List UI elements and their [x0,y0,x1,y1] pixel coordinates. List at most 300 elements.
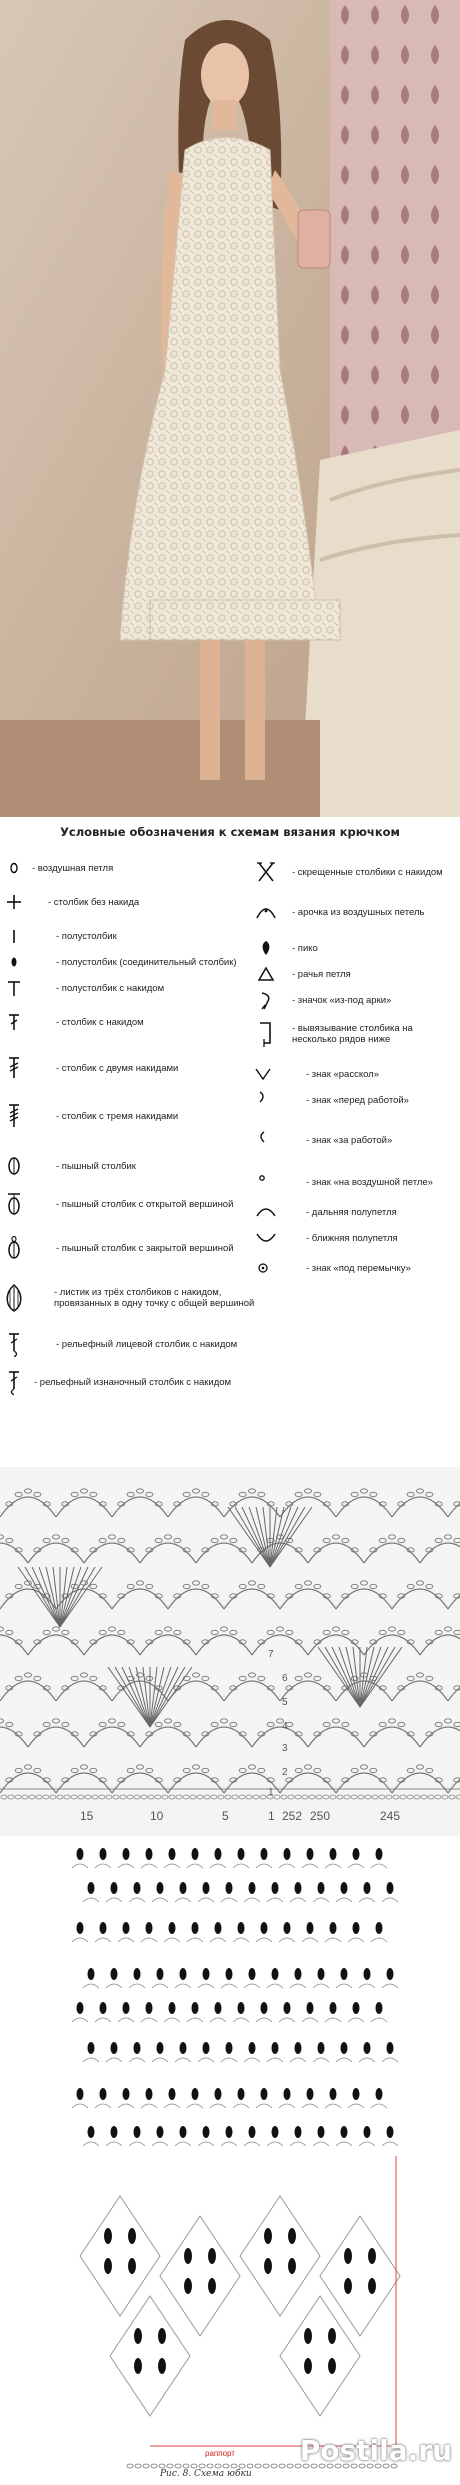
chain-stitch-mark [246,1795,252,1799]
chain-stitch-mark [305,1673,312,1677]
chain-stitch-mark [342,1630,349,1634]
puff-stitch-mark [180,2042,187,2054]
chain-stitch-mark [314,1676,321,1680]
chain-stitch-mark [239,1768,246,1772]
puff-stitch-mark [208,2248,216,2264]
chart-arch [95,1938,111,1942]
chart-arch [252,1635,308,1655]
chart-arch [56,1497,112,1517]
puff-stitch-mark [261,2002,268,2014]
chart-arch [382,1984,398,1988]
chain-stitch-mark [175,2464,181,2468]
diamond-motif [80,2196,160,2316]
chart-arch [152,2142,168,2146]
puff-stitch-mark [169,2088,176,2100]
chart-arch [448,1773,460,1793]
chart-arch [152,1898,168,1902]
front-post-icon [2,1332,26,1356]
fan-stitch-mark [32,1567,60,1627]
puff-stitch-mark [111,1882,118,1894]
chain-stitch-mark [239,1492,246,1496]
chain-stitch-mark [92,1795,98,1799]
puff-stitch-mark [215,1848,222,1860]
chain-stitch-mark [442,1795,448,1799]
on-chain-icon [254,1170,278,1194]
chain-stitch-mark [204,1795,210,1799]
puff-stitch-mark [307,2002,314,2014]
chart-arch [348,1938,364,1942]
chart-arch [95,2018,111,2022]
puff-stitch-mark [295,2042,302,2054]
chart-arch [267,2058,283,2062]
puff-stitch-mark [272,2042,279,2054]
under-arch-icon [254,988,278,1012]
legend-item-double-crochet: - столбик с накидом [2,1009,144,1035]
chart-arch [164,2018,180,2022]
chart-arch [244,1984,260,1988]
chart-arch [364,1727,420,1747]
chain-stitch-mark [342,1538,349,1542]
chain-stitch-mark [351,1492,358,1496]
chain-stitch-mark [370,1768,377,1772]
chart-arch [392,1497,448,1517]
chart-arch [72,1864,88,1868]
chain-stitch-mark [287,2464,293,2468]
chain-stitch-mark [239,1795,245,1799]
puff-stitch-mark [208,2278,216,2294]
chain-stitch-mark [379,1722,386,1726]
chart-arch [233,1864,249,1868]
chart-arch [175,1898,191,1902]
puff-stitch-mark [364,2126,371,2138]
puff-stitch-mark [264,2258,272,2274]
double-crochet-icon [2,1010,26,1034]
row-marker: 1 [268,1787,274,1798]
chart-arch [196,1727,252,1747]
chain-stitch-mark [109,1627,116,1631]
puff-stitch-mark [304,2358,312,2374]
puff-stitch-mark [134,1968,141,1980]
chain-stitch-mark [323,1722,330,1726]
chart-arch [302,1864,318,1868]
chain-stitch-mark [183,1795,189,1799]
chain-stitch-mark [426,1492,433,1496]
chart-arch [196,1635,252,1655]
puff-stitch-mark [128,2258,136,2274]
chain-stitch-mark [6,1630,13,1634]
chart-arch [118,1864,134,1868]
chain-stitch-mark [365,1795,371,1799]
puff-stitch-mark [134,2328,142,2344]
leaf-stitch-icon [2,1286,26,1310]
puff-stitch-mark [111,1968,118,1980]
puff-stitch-mark [288,2228,296,2244]
chain-stitch-mark [239,1676,246,1680]
chain-stitch-mark [165,1535,172,1539]
puff-stitch-mark [123,2002,130,2014]
chart-arch [233,2018,249,2022]
chain-stitch-mark [202,1676,209,1680]
chain-stitch-mark [25,1765,32,1769]
diamond-motif [110,2296,190,2416]
chain-stitch-mark [134,1795,140,1799]
chain-stitch-mark [143,2464,149,2468]
chart-arch [198,2058,214,2062]
chain-stitch-mark [113,1795,119,1799]
puff-stitch-mark [180,1968,187,1980]
chart-arch [187,2018,203,2022]
chain-stitch-mark [109,1535,116,1539]
puff-stitch-mark [180,2126,187,2138]
chain-stitch-mark [249,1765,256,1769]
chart-arch [280,1773,336,1793]
chart-caption: Рис. 8. Схема юбки [160,2469,252,2479]
puff-stitch-mark [146,1848,153,1860]
chain-stitch-mark [305,1489,312,1493]
chain-stitch-mark [118,1630,125,1634]
row-marker: 6 [282,1673,288,1684]
chart-arch [280,1681,336,1701]
chain-stitch-mark [99,1630,106,1634]
chart-arch [84,1727,140,1747]
puff-stitch-mark [307,1848,314,1860]
puff-stitch-mark [128,2228,136,2244]
chart-arch [0,1497,56,1517]
chain-stitch-mark [344,1795,350,1799]
chart-arch [0,1635,28,1655]
puff-stitch-mark [328,2358,336,2374]
puff-stitch-mark [203,1882,210,1894]
chain-stitch-mark [314,1492,321,1496]
puff-stitch-mark [387,2126,394,2138]
chain-stitch-mark [127,1768,134,1772]
chart-arch [290,1898,306,1902]
chain-stitch-mark [407,1795,413,1799]
chart-arch [256,2104,272,2108]
chart-arch [336,2058,352,2062]
chain-stitch-mark [239,1584,246,1588]
dress-photo [0,0,460,817]
chain-stitch-mark [137,1581,144,1585]
chart-arch [290,2142,306,2146]
chain-stitch-mark [247,2464,253,2468]
chain-stitch-mark [230,1630,237,1634]
chart-arch [0,1543,28,1563]
chart-arch [364,1543,420,1563]
puff-stitch-mark [192,2088,199,2100]
puff-stitch-mark [272,2126,279,2138]
chart-arch [152,1984,168,1988]
legend-item-crab: - рачья петля [254,961,351,987]
dress-photo-illustration [0,0,460,817]
puff-stitch-mark [364,2042,371,2054]
chain-stitch-mark [211,1722,218,1726]
puff-stitch-mark [307,1922,314,1934]
chain-stitch-mark [302,1795,308,1799]
chart-arch [140,1543,196,1563]
chart-arch [56,1681,112,1701]
chain-stitch-mark [53,1627,60,1631]
puff-stitch-mark [184,2248,192,2264]
chart-arch [325,1938,341,1942]
chain-stitch-mark [191,2464,197,2468]
chart-arch [448,1589,460,1609]
chain-stitch-mark [281,1795,287,1799]
puff-stitch-mark [330,1848,337,1860]
chart-arch [336,1984,352,1988]
chain-stitch-mark [421,1795,427,1799]
chart-arch [168,1681,224,1701]
chart-arch [196,1543,252,1563]
chart-arch [0,1727,28,1747]
chart-arch [112,1589,168,1609]
chart-arch [256,1938,272,1942]
puff-open-top-icon [2,1192,26,1216]
puff-stitch-mark [318,2126,325,2138]
chart-arch [168,1497,224,1517]
chain-stitch-mark [351,1768,358,1772]
chain-stitch-mark [221,1719,228,1723]
puff-stitch-mark [238,1922,245,1934]
puff-stitch-mark [249,1968,256,1980]
chain-stitch-mark [445,1535,452,1539]
puff-stitch-mark [123,1848,130,1860]
chart-arch [175,2058,191,2062]
chart-arch [371,1938,387,1942]
chain-stitch-mark [323,1538,330,1542]
chart-arch [371,2018,387,2022]
chain-stitch-mark [146,1676,153,1680]
chart-arch [224,1681,280,1701]
chain-stitch-mark [372,1795,378,1799]
chain-stitch-mark [174,1722,181,1726]
puff-stitch-mark [238,2002,245,2014]
chain-stitch-mark [183,1492,190,1496]
chart-arch [256,1864,272,1868]
chart-arch [359,1898,375,1902]
chart-arch [348,2018,364,2022]
chain-stitch-mark [417,1581,424,1585]
chain-stitch-mark [255,2464,261,2468]
chart-arch [313,1898,329,1902]
puff-stitch-mark [376,1848,383,1860]
puff-stitch-mark [288,2258,296,2274]
puff-stitch-mark [226,2126,233,2138]
puff-stitch-mark [368,2248,376,2264]
puff-stitch-mark [249,2042,256,2054]
chart-arch [336,1589,392,1609]
puff-stitch-mark [157,1968,164,1980]
chain-stitch-mark [323,1630,330,1634]
chain-stitch-mark [29,1795,35,1799]
chain-stitch-mark [358,1795,364,1799]
row-marker: 7 [268,1649,274,1660]
puff-stitch-mark [111,2042,118,2054]
chain-stitch-mark [288,1795,294,1799]
chart-arch [129,2058,145,2062]
chain-stitch-mark [183,2464,189,2468]
chart-arch [106,2058,122,2062]
chain-stitch-mark [258,1492,265,1496]
chain-stitch-mark [127,1795,133,1799]
chain-stitch-mark [342,1722,349,1726]
legend-item-hdc-yo: - полустолбик с накидом [2,975,164,1001]
puff-stitch-mark [134,2126,141,2138]
chart-arch [308,1635,364,1655]
legend-item-puff-open: - пышный столбик с открытой вершиной [2,1191,233,1217]
chain-stitch-mark [454,1538,460,1542]
axis-number: 15 [80,1809,94,1823]
chart-arch [233,2104,249,2108]
chain-stitch-mark [71,1795,77,1799]
chain-stitch-mark [351,1795,357,1799]
chain-stitch-mark [258,1584,265,1588]
chain-stitch-mark [445,1627,452,1631]
chain-stitch-mark [71,1768,78,1772]
chart-arch [348,1864,364,1868]
chain-stitch-mark [211,1795,217,1799]
chart-arch [164,2104,180,2108]
chain-stitch-mark [295,1768,302,1772]
puff-stitch-mark [304,2328,312,2344]
legend-item-picot: - пико [254,935,318,961]
chart-arch [83,1984,99,1988]
legend-item-puff: - пышный столбик [2,1153,136,1179]
puff-stitch-mark [353,2002,360,2014]
chart-arch [392,1773,448,1793]
chart-arch [313,2058,329,2062]
chain-stitch-mark [109,1719,116,1723]
puff-stitch-icon [2,1154,26,1178]
chain-arch-icon [254,900,278,924]
chain-stitch-mark [155,1538,162,1542]
chain-stitch-mark [174,1630,181,1634]
chart-arch [336,1898,352,1902]
chain-stitch-mark [106,1795,112,1799]
chain-stitch-mark [155,1722,162,1726]
chain-stitch-mark [71,1492,78,1496]
chart-arch [187,1938,203,1942]
legend-item-behind: - знак «за работой» [254,1127,392,1153]
legend-item-crossed: - скрещенные столбики с накидом [254,859,443,885]
chain-stitch-mark [330,1795,336,1799]
puff-stitch-mark [376,1922,383,1934]
chain-stitch-mark [426,1584,433,1588]
puff-stitch-mark [341,2126,348,2138]
chain-stitch-mark [231,2464,237,2468]
chain-stitch-mark [295,1795,301,1799]
puff-stitch-mark [157,2042,164,2054]
row-marker: 4 [282,1721,288,1732]
puff-stitch-mark [215,2002,222,2014]
chain-stitch-mark [435,1538,442,1542]
chain-stitch-mark [50,1795,56,1799]
legend-item-front-post: - рельефный лицевой столбик с накидом [2,1331,237,1357]
chain-stitch-mark [267,1630,274,1634]
legend-item-chain-arch: - арочка из воздушных петель [254,899,424,925]
chain-stitch-mark [260,1795,266,1799]
puff-stitch-mark [134,2042,141,2054]
chart-arch [302,1938,318,1942]
chain-stitch-mark [127,1492,134,1496]
chain-stitch-mark [333,1719,340,1723]
chart-arch [72,2104,88,2108]
chart-arch [371,1864,387,1868]
chain-stitch-icon [2,856,26,880]
chart-arch [118,2018,134,2022]
chain-stitch-mark [435,1795,441,1799]
puff-stitch-mark [364,1882,371,1894]
crochet-chart-top-drawing [0,1467,460,1836]
chart-arch [0,1681,56,1701]
chart-arch [112,1773,168,1793]
puff-stitch-mark [353,1848,360,1860]
puff-stitch-mark [387,1882,394,1894]
fan-stitch-mark [332,1647,360,1707]
chain-stitch-mark [15,1492,22,1496]
crab-stitch-icon [254,962,278,986]
chart-arch [221,2058,237,2062]
chain-stitch-mark [386,1795,392,1799]
puff-stitch-mark [353,2088,360,2100]
crochet-chart-skirt-drawing [0,1836,460,2485]
chain-stitch-mark [193,1673,200,1677]
chart-arch [448,1497,460,1517]
puff-stitch-mark [157,2126,164,2138]
chain-stitch-mark [71,1676,78,1680]
chain-stitch-mark [127,2464,133,2468]
chain-stitch-mark [162,1795,168,1799]
puff-stitch-mark [169,2002,176,2014]
chain-stitch-mark [323,1795,329,1799]
chain-stitch-mark [165,1719,172,1723]
half-double-crochet-icon [2,924,26,948]
puff-stitch-mark [295,1882,302,1894]
chain-stitch-mark [81,1489,88,1493]
puff-stitch-mark [364,1968,371,1980]
chart-arch [336,1497,392,1517]
chain-stitch-mark [393,1795,399,1799]
chain-stitch-mark [223,2464,229,2468]
chart-arch [95,2104,111,2108]
puff-stitch-mark [284,1922,291,1934]
chain-stitch-mark [193,1581,200,1585]
chain-stitch-mark [64,1795,70,1799]
chain-stitch-mark [449,1795,455,1799]
repeat-label: раппорт [205,2449,235,2458]
axis-number: 245 [380,1809,401,1823]
chart-arch [175,2142,191,2146]
chart-arch [140,1635,196,1655]
chain-stitch-mark [305,1765,312,1769]
chart-arch [420,1635,460,1655]
chain-stitch-mark [53,1719,60,1723]
chain-stitch-mark [239,2464,245,2468]
puff-stitch-mark [353,1922,360,1934]
chain-stitch-mark [370,1492,377,1496]
chain-stitch-mark [167,2464,173,2468]
chain-stitch-mark [267,1722,274,1726]
puff-stitch-mark [215,1922,222,1934]
chart-arch [84,1543,140,1563]
chart-arch [141,2104,157,2108]
chart-arch [279,1864,295,1868]
chain-stitch-mark [118,1538,125,1542]
chain-stitch-mark [379,1538,386,1542]
chain-stitch-mark [0,1535,4,1539]
chain-stitch-mark [155,1795,161,1799]
puff-stitch-mark [368,2278,376,2294]
